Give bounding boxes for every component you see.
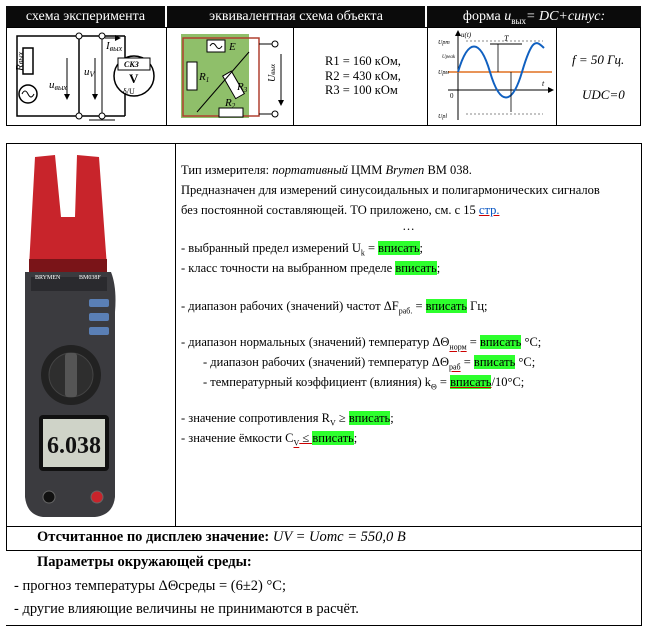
meter-formula: δ/U xyxy=(123,87,135,96)
reading-row xyxy=(37,529,406,546)
udc-value: UDC=0 xyxy=(582,87,625,102)
environment-title: Параметры окружающей среды: xyxy=(37,554,252,570)
resistor-values-cell xyxy=(293,27,428,126)
manual-page-link[interactable]: стр. xyxy=(478,203,500,217)
fill-range[interactable]: вписать xyxy=(378,241,420,255)
spec-line-purpose: Предназначен для измерений синусоидальных и полигармонических сигналов xyxy=(181,183,600,197)
fill-capacitance[interactable]: вписать xyxy=(312,431,354,445)
spec-item-temp-normal: - диапазон нормальных (значений) температур $\Delta\Theta_{норм}$ = вписать °C; xyxy=(181,335,542,352)
environment-line-temperature: - прогноз температуры ΔΘсреды = (6±2) °C; xyxy=(14,578,287,594)
r2-label: R2 xyxy=(225,97,236,110)
device-model: BM038F xyxy=(79,275,101,281)
spec-line-type: Тип измерителя: портативный ЦММ Brymen BM 038. xyxy=(181,163,472,177)
spec-item-capacitance: - значение ёмкости $C_V$ ≤ вписать; xyxy=(181,431,358,448)
signal-params-cell xyxy=(556,27,641,126)
spec-item-temp-coef: - температурный коэффициент (влияния) $k_\Theta$ = вписать/10°C; xyxy=(203,375,525,392)
fill-temp-coef[interactable]: вписать xyxy=(450,375,492,389)
wave-label-urm: Uрм xyxy=(438,70,449,76)
environment-line-other: - другие влияющие величины не принимаются в расчёт. xyxy=(14,601,359,617)
u-v-label: uV xyxy=(84,66,95,79)
r2-value: R2 = 430 кОм, xyxy=(325,68,401,83)
experiment-circuit-diagram xyxy=(7,28,166,125)
t-axis-label: t xyxy=(542,79,545,88)
device-display-value: 6.038 xyxy=(47,433,101,459)
fill-resistance[interactable]: вписать xyxy=(348,411,391,425)
spec-ellipsis: … xyxy=(402,219,415,233)
meter-rms-label: СКЗ xyxy=(124,60,139,69)
r3-label: R3 xyxy=(237,81,248,94)
wave-label-upm: Upm xyxy=(438,40,450,46)
waveform-cell xyxy=(427,27,557,126)
header-waveform: форма $u_{вых}=$ DC+синус: xyxy=(427,6,641,27)
equivalent-circuit-diagram xyxy=(167,28,293,125)
experiment-scheme-cell xyxy=(6,27,167,126)
waveform-plot xyxy=(428,28,556,125)
spec-text xyxy=(181,160,636,232)
header-experiment-scheme: схема эксперимента xyxy=(6,6,165,27)
reading-label: Отсчитанное по дисплею значение: xyxy=(37,529,273,545)
spec-item-accuracy: - класс точности на выбранном пределе вписать; xyxy=(181,261,441,275)
header-equivalent-scheme: эквивалентная схема объекта xyxy=(167,6,425,27)
y-axis-label: u(t) xyxy=(461,31,472,39)
u-out-equiv-label: Uвых xyxy=(267,63,278,82)
device-photo xyxy=(15,147,165,524)
r1-value: R1 = 160 кОм, xyxy=(325,54,401,68)
wave-label-upl: Upl xyxy=(438,114,447,120)
spec-item-range: - выбранный предел измерений $U_k$ = вписать; xyxy=(181,241,424,258)
fill-accuracy[interactable]: вписать xyxy=(395,261,437,275)
frequency-value: f = 50 Гц. xyxy=(572,52,625,67)
spec-items xyxy=(181,238,636,448)
i-out-label: Iвых xyxy=(106,40,123,53)
equivalent-scheme-cell xyxy=(166,27,294,126)
reading-formula: UV = Uотс = 550,0 В xyxy=(272,529,406,545)
wave-label-upeak: Upeak xyxy=(442,55,456,60)
e-label: E xyxy=(229,41,236,53)
spec-item-frequency: - диапазон рабочих (значений) частот $\Delta F_{раб.}$ = вписать Гц; xyxy=(181,299,488,316)
r1-label: R1 xyxy=(199,71,210,84)
r3-value: R3 = 100 кОм xyxy=(325,83,398,97)
spec-line-manual: без постоянной составляющей. ТО приложено, см. с 15 стр. xyxy=(181,203,500,217)
resistor-values xyxy=(325,54,401,98)
spec-item-temp-work: - диапазон рабочих (значений) температур $\Delta\Theta_{раб}$ = вписать °C; xyxy=(203,355,536,372)
device-brand: BRYMEN xyxy=(35,275,61,281)
period-label: T xyxy=(504,34,509,43)
fill-temp-work[interactable]: вписать xyxy=(473,355,516,369)
fill-frequency[interactable]: вписать xyxy=(425,299,468,313)
meter-symbol: V xyxy=(129,71,139,86)
fill-temp-normal[interactable]: вписать xyxy=(479,335,522,349)
r-out-label: Rвых xyxy=(14,51,26,71)
u-out-label: uвых xyxy=(49,79,67,92)
wave-label-zero: 0 xyxy=(450,92,454,100)
spec-item-resistance: - значение сопротивления $R_V$ ≥ вписать; xyxy=(181,411,394,428)
